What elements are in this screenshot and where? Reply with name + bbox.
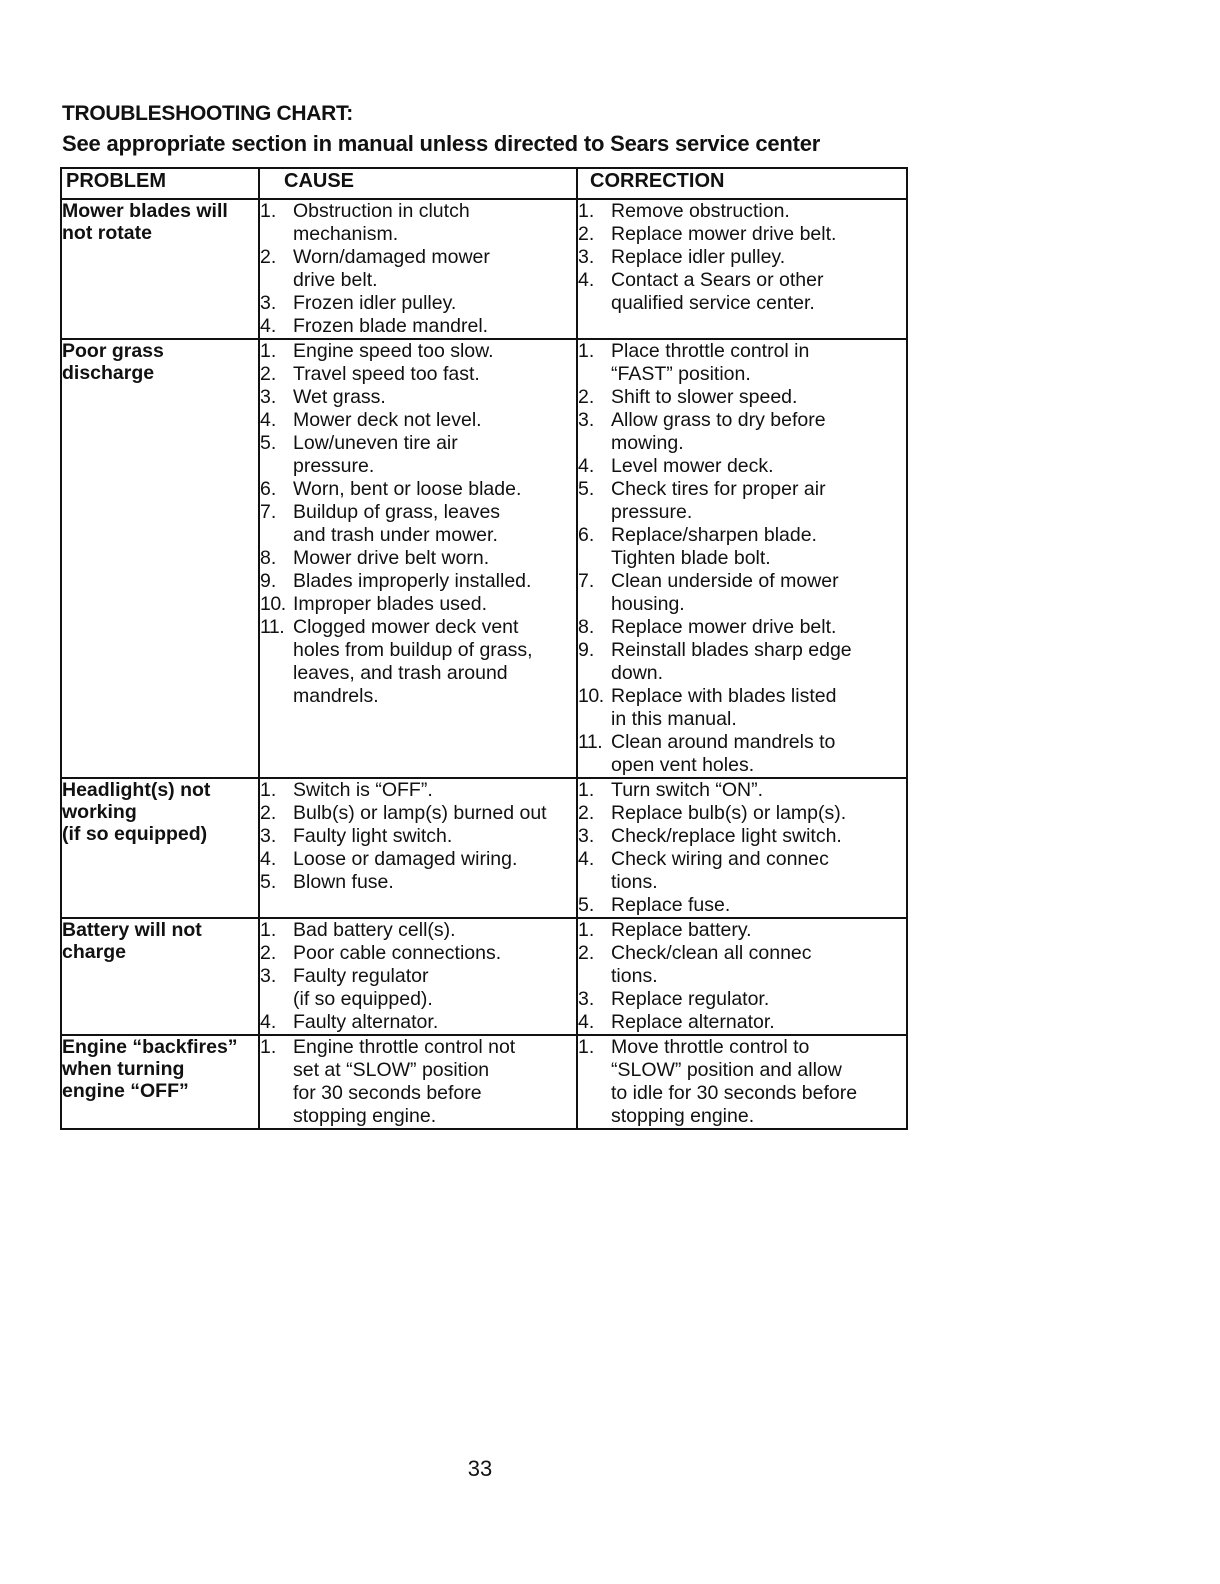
item-number: 6.: [260, 478, 277, 500]
item-number: 3.: [260, 825, 277, 847]
cause-item: [260, 409, 576, 432]
table-row: [61, 778, 907, 918]
item-text: Engine speed too slow.: [293, 340, 494, 362]
correction-item: [578, 478, 906, 524]
item-text: Buildup of grass, leaves and trash under mower.: [293, 501, 501, 546]
correction-item: [578, 825, 906, 848]
item-number: 9.: [260, 570, 277, 592]
correction-item: [578, 685, 906, 731]
item-text: Mower drive belt worn.: [293, 547, 490, 569]
item-text: Worn/damaged mower drive belt.: [293, 246, 490, 291]
item-text: Loose or damaged wiring.: [293, 848, 518, 870]
cause-item: [260, 478, 576, 501]
cause-cell: [259, 778, 577, 918]
item-number: 11.: [578, 731, 603, 753]
cause-item: [260, 547, 576, 570]
item-text: Replace battery.: [611, 919, 752, 941]
item-number: 4.: [260, 848, 277, 870]
table-header-row: [61, 168, 907, 199]
item-number: 5.: [578, 478, 595, 500]
correction-list: [578, 919, 906, 1034]
correction-cell: [577, 778, 907, 918]
correction-cell: [577, 339, 907, 778]
item-number: 2.: [260, 363, 277, 385]
item-number: 7.: [578, 570, 595, 592]
item-text: Clogged mower deck vent holes from buildup of grass, leaves, and trash around mandrels.: [293, 616, 533, 707]
item-text: Travel speed too fast.: [293, 363, 480, 385]
item-text: Frozen blade mandrel.: [293, 315, 489, 337]
correction-item: [578, 524, 906, 570]
cause-item: [260, 965, 576, 1011]
item-number: 4.: [578, 455, 595, 477]
item-number: 1.: [260, 779, 277, 801]
correction-item: [578, 616, 906, 639]
item-number: 1.: [260, 200, 277, 222]
item-text: Replace mower drive belt.: [611, 223, 837, 245]
table-row: [61, 1035, 907, 1129]
table-row: [61, 199, 907, 339]
correction-item: [578, 223, 906, 246]
cause-item: [260, 1036, 576, 1128]
item-number: 10.: [578, 685, 604, 707]
cause-item: [260, 200, 576, 246]
item-number: 2.: [578, 223, 595, 245]
correction-item: [578, 919, 906, 942]
item-text: Replace fuse.: [611, 894, 731, 916]
item-number: 2.: [260, 246, 277, 268]
item-number: 1.: [578, 1036, 595, 1058]
item-number: 2.: [578, 802, 595, 824]
item-number: 1.: [578, 340, 595, 362]
correction-item: [578, 269, 906, 315]
cause-list: [260, 200, 576, 338]
item-text: Blades improperly installed.: [293, 570, 532, 592]
chart-title: TROUBLESHOOTING CHART:: [62, 102, 353, 125]
item-number: 3.: [260, 386, 277, 408]
item-number: 4.: [578, 1011, 595, 1033]
correction-item: [578, 1036, 906, 1128]
item-text: Contact a Sears or other qualified service center.: [611, 269, 824, 314]
correction-list: [578, 340, 906, 777]
header-correction: CORRECTION: [577, 168, 907, 199]
correction-cell: [577, 918, 907, 1035]
item-number: 10.: [260, 593, 286, 615]
item-number: 3.: [578, 988, 595, 1010]
cause-item: [260, 616, 576, 708]
item-number: 2.: [260, 942, 277, 964]
item-text: Check/clean all connec tions.: [611, 942, 812, 987]
cause-item: [260, 386, 576, 409]
correction-list: [578, 200, 906, 315]
table-row: [61, 339, 907, 778]
page-number: 33: [467, 1456, 493, 1481]
problem-cell: Engine “backfires” when turning engine “OFF”: [61, 1035, 259, 1129]
correction-item: [578, 200, 906, 223]
item-text: Frozen idler pulley.: [293, 292, 457, 314]
item-text: Shift to slower speed.: [611, 386, 798, 408]
item-number: 1.: [578, 919, 595, 941]
item-number: 4.: [578, 848, 595, 870]
item-text: Replace mower drive belt.: [611, 616, 837, 638]
item-text: Replace/sharpen blade. Tighten blade bolt.: [611, 524, 817, 569]
item-text: Switch is “OFF”.: [293, 779, 433, 801]
cause-item: [260, 292, 576, 315]
item-number: 7.: [260, 501, 277, 523]
item-text: Worn, bent or loose blade.: [293, 478, 522, 500]
item-text: Faulty alternator.: [293, 1011, 439, 1033]
correction-item: [578, 779, 906, 802]
correction-item: [578, 942, 906, 988]
cause-item: [260, 848, 576, 871]
correction-item: [578, 246, 906, 269]
cause-item: [260, 825, 576, 848]
item-number: 3.: [578, 246, 595, 268]
item-number: 4.: [260, 315, 277, 337]
item-text: Obstruction in clutch mechanism.: [293, 200, 470, 245]
cause-cell: [259, 918, 577, 1035]
item-number: 4.: [260, 1011, 277, 1033]
item-number: 3.: [260, 292, 277, 314]
correction-item: [578, 1011, 906, 1034]
cause-item: [260, 871, 576, 894]
item-number: 1.: [260, 340, 277, 362]
item-text: Check/replace light switch.: [611, 825, 842, 847]
cause-cell: [259, 199, 577, 339]
problem-cell: Battery will not charge: [61, 918, 259, 1035]
cause-item: [260, 593, 576, 616]
cause-item: [260, 340, 576, 363]
correction-list: [578, 779, 906, 917]
table-body: [61, 199, 907, 1129]
cause-list: [260, 919, 576, 1034]
problem-cell: Headlight(s) not working (if so equipped): [61, 778, 259, 918]
item-text: Low/uneven tire air pressure.: [293, 432, 458, 477]
cause-item: [260, 501, 576, 547]
cause-item: [260, 432, 576, 478]
item-number: 5.: [578, 894, 595, 916]
item-number: 5.: [260, 432, 277, 454]
table-row: [61, 918, 907, 1035]
item-text: Mower deck not level.: [293, 409, 482, 431]
cause-cell: [259, 1035, 577, 1129]
item-text: Bulb(s) or lamp(s) burned out: [293, 802, 547, 824]
correction-item: [578, 802, 906, 825]
cause-list: [260, 340, 576, 708]
item-number: 8.: [578, 616, 595, 638]
item-number: 4.: [578, 269, 595, 291]
item-text: Replace with blades listed in this manual.: [611, 685, 837, 730]
item-text: Blown fuse.: [293, 871, 394, 893]
item-text: Move throttle control to “SLOW” position and allow to idle for 30 seconds before stopping engine.: [611, 1036, 858, 1127]
item-text: Level mower deck.: [611, 455, 774, 477]
cause-item: [260, 315, 576, 338]
cause-item: [260, 1011, 576, 1034]
item-number: 1.: [578, 779, 595, 801]
correction-item: [578, 455, 906, 478]
correction-item: [578, 894, 906, 917]
item-text: Improper blades used.: [293, 593, 488, 615]
item-number: 3.: [578, 825, 595, 847]
header-cause: CAUSE: [259, 168, 577, 199]
item-text: Engine throttle control not set at “SLOW” position for 30 seconds before stopping engine.: [293, 1036, 516, 1127]
correction-item: [578, 639, 906, 685]
cause-item: [260, 246, 576, 292]
correction-cell: [577, 1035, 907, 1129]
problem-cell: Mower blades will not rotate: [61, 199, 259, 339]
correction-item: [578, 570, 906, 616]
item-text: Clean underside of mower housing.: [611, 570, 839, 615]
item-number: 1.: [578, 200, 595, 222]
item-number: 8.: [260, 547, 277, 569]
item-text: Replace bulb(s) or lamp(s).: [611, 802, 847, 824]
item-number: 4.: [260, 409, 277, 431]
header-problem: PROBLEM: [61, 168, 259, 199]
chart-subtitle: See appropriate section in manual unless directed to Sears service center: [62, 131, 821, 156]
item-text: Remove obstruction.: [611, 200, 790, 222]
correction-item: [578, 340, 906, 386]
item-number: 1.: [260, 919, 277, 941]
cause-item: [260, 779, 576, 802]
item-number: 5.: [260, 871, 277, 893]
item-text: Replace alternator.: [611, 1011, 775, 1033]
correction-item: [578, 386, 906, 409]
item-text: Faulty light switch.: [293, 825, 453, 847]
item-text: Allow grass to dry before mowing.: [611, 409, 826, 454]
item-text: Bad battery cell(s).: [293, 919, 456, 941]
item-number: 6.: [578, 524, 595, 546]
item-text: Replace regulator.: [611, 988, 770, 1010]
correction-item: [578, 409, 906, 455]
item-text: Poor cable connections.: [293, 942, 502, 964]
item-number: 1.: [260, 1036, 277, 1058]
item-number: 3.: [260, 965, 277, 987]
item-number: 2.: [578, 942, 595, 964]
correction-cell: [577, 199, 907, 339]
item-number: 2.: [260, 802, 277, 824]
item-number: 11.: [260, 616, 285, 638]
correction-item: [578, 731, 906, 777]
item-text: Replace idler pulley.: [611, 246, 786, 268]
item-text: Check wiring and connec tions.: [611, 848, 829, 893]
correction-list: [578, 1036, 906, 1128]
correction-item: [578, 848, 906, 894]
problem-cell: Poor grass discharge: [61, 339, 259, 778]
troubleshooting-table: [60, 167, 908, 1130]
cause-cell: [259, 339, 577, 778]
cause-list: [260, 779, 576, 894]
item-text: Clean around mandrels to open vent holes.: [611, 731, 836, 776]
item-text: Wet grass.: [293, 386, 386, 408]
correction-item: [578, 988, 906, 1011]
cause-item: [260, 802, 576, 825]
cause-item: [260, 942, 576, 965]
item-text: Faulty regulator (if so equipped).: [293, 965, 433, 1010]
cause-item: [260, 570, 576, 593]
item-number: 2.: [578, 386, 595, 408]
item-text: Place throttle control in “FAST” position.: [611, 340, 810, 385]
item-text: Check tires for proper air pressure.: [611, 478, 826, 523]
item-number: 9.: [578, 639, 595, 661]
cause-list: [260, 1036, 576, 1128]
cause-item: [260, 919, 576, 942]
item-text: Reinstall blades sharp edge down.: [611, 639, 852, 684]
item-text: Turn switch “ON”.: [611, 779, 764, 801]
item-number: 3.: [578, 409, 595, 431]
cause-item: [260, 363, 576, 386]
